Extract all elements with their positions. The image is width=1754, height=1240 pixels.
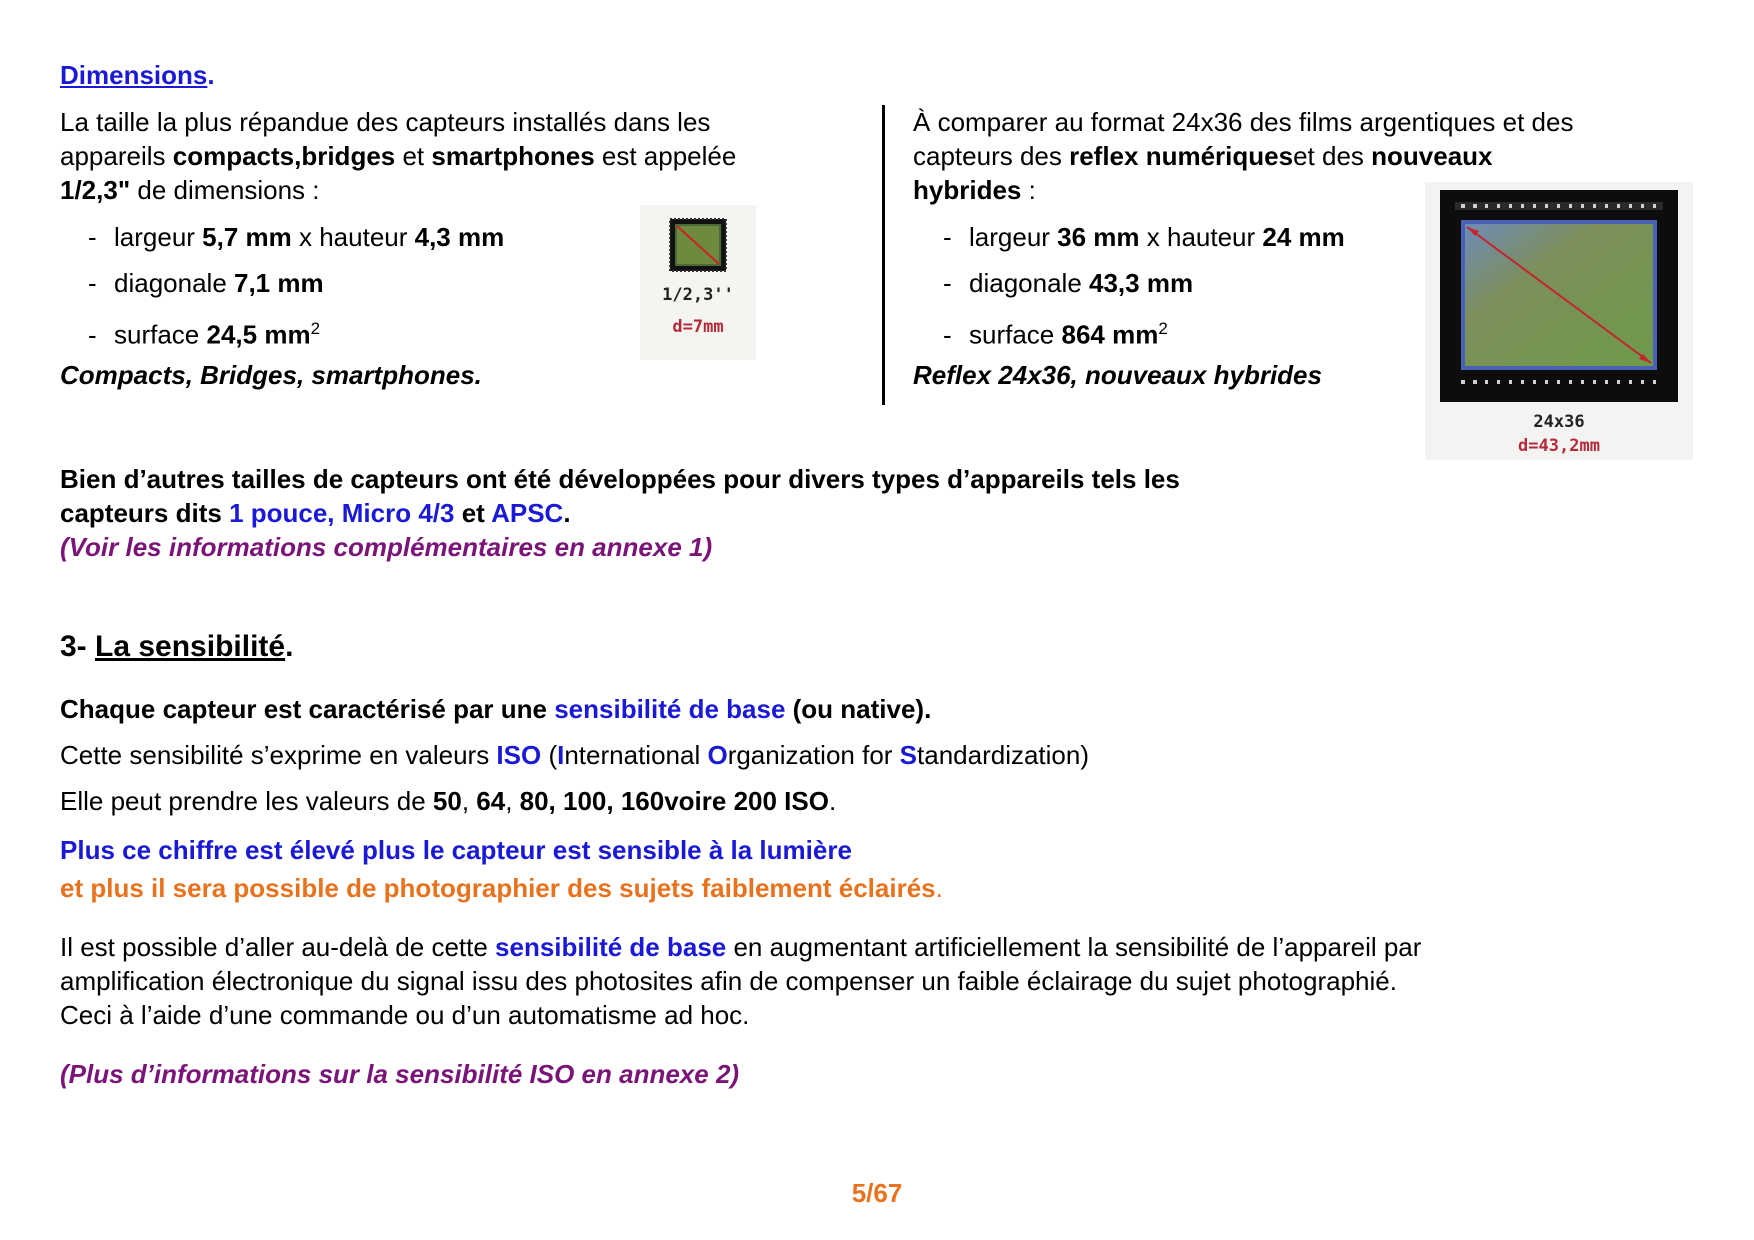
annex-2-note: (Plus d’informations sur la sensibilité ISO en annexe 2) (60, 1059, 740, 1089)
base-sensitivity-text: sensibilité de base (495, 932, 727, 962)
text: diagonale (114, 268, 234, 298)
text: ( (541, 740, 558, 770)
bullet-dash: - (88, 222, 97, 252)
text: capteurs des (913, 141, 1070, 171)
text: , (461, 786, 477, 816)
text: tandardization) (917, 740, 1090, 770)
bullet-dash: - (943, 319, 952, 350)
section-3-p6-line-1 (60, 930, 1421, 964)
iso-text: ISO (496, 740, 542, 770)
text: . (285, 630, 294, 663)
left-intro-line-1: La taille la plus répandue des capteurs installés dans les (60, 107, 711, 137)
bullet-dash: - (943, 268, 952, 298)
text-orange: et plus il sera possible de photographier des sujets faiblement éclairés (60, 873, 936, 903)
text: nternational (564, 740, 708, 770)
text: . (563, 498, 571, 528)
large-sensor-label: 24x36 (1533, 412, 1585, 432)
small-sensor-image (640, 205, 756, 360)
superscript: 2 (310, 319, 321, 338)
small-sensor-diagonal-label: d=7mm (672, 317, 724, 337)
text-bold: 864 mm (1061, 319, 1159, 350)
text: et (395, 141, 432, 171)
text-bold: 43,3 mm (1089, 268, 1194, 298)
text: rganization for (727, 740, 900, 770)
section-3-heading (60, 630, 293, 664)
right-bullet-surface (943, 312, 1168, 352)
text: de dimensions : (130, 175, 320, 205)
large-sensor-diagonal-label: d=43,2mm (1518, 436, 1600, 456)
left-caption: Compacts, Bridges, smartphones. (60, 360, 482, 390)
text: en augmentant artificiellement la sensibilité de l’appareil par (726, 932, 1422, 962)
section-3-p2 (60, 738, 1089, 772)
section-3-p4: Plus ce chiffre est élevé plus le capteur est sensible à la lumière (60, 835, 852, 865)
section-title: La sensibilité (95, 630, 286, 663)
bullet-dash: - (88, 268, 97, 298)
text-bold: 36 mm (1057, 222, 1140, 252)
text-bold: 24,5 mm (206, 319, 311, 350)
text: . (935, 873, 943, 903)
text: surface (114, 319, 207, 350)
left-bullet-width (88, 220, 504, 254)
section-number: 3- (60, 630, 96, 663)
right-intro-line-2 (913, 139, 1493, 173)
text: diagonale (969, 268, 1089, 298)
apsc-text: APSC (491, 498, 564, 528)
text: et des (1293, 141, 1372, 171)
text: largeur (114, 222, 203, 252)
superscript: 2 (1158, 319, 1168, 338)
text: x hauteur (1139, 222, 1263, 252)
heading-dot: . (207, 60, 215, 90)
text-bold: 80, 100, 160voire 200 ISO (519, 786, 829, 816)
dimensions-link[interactable]: Dimensions (60, 60, 208, 90)
text-bold: 5,7 mm (202, 222, 292, 252)
sensor-types-text: 1 pouce, Micro 4/3 (229, 498, 455, 528)
text: : (1021, 175, 1036, 205)
section-3-p6-line-2: amplification électronique du signal issu des photosites afin de compenser un faible éclairage du sujet photographié. (60, 966, 1397, 996)
column-divider (882, 105, 885, 405)
dimensions-heading (60, 58, 215, 92)
right-bullet-width (943, 220, 1345, 254)
text-bold: hybrides (913, 175, 1022, 205)
text: est appelée (594, 141, 737, 171)
text-bold: 24 mm (1262, 222, 1345, 252)
text: Cette sensibilité s’exprime en valeurs (60, 740, 497, 770)
text-bold: 7,1 mm (234, 268, 324, 298)
text: , (505, 786, 520, 816)
text-bold: reflex numériques (1069, 141, 1294, 171)
text-bold: compacts,bridges (172, 141, 396, 171)
text: (ou native). (785, 694, 932, 724)
initial-letter: O (707, 740, 728, 770)
right-bullet-diagonal (943, 266, 1193, 300)
text: Elle peut prendre les valeurs de (60, 786, 433, 816)
section-3-p1 (60, 692, 931, 726)
other-sizes-line-1: Bien d’autres tailles de capteurs ont été développées pour divers types d’appareils tels les (60, 464, 1180, 494)
right-intro-line-1: À comparer au format 24x36 des films argentiques et des (913, 107, 1574, 137)
text: et (454, 498, 492, 528)
text: Il est possible d’aller au-delà de cette (60, 932, 496, 962)
section-3-p6-line-3: Ceci à l’aide d’une commande ou d’un automatisme ad hoc. (60, 1000, 750, 1030)
left-bullet-surface (88, 312, 320, 352)
right-intro-line-3 (913, 173, 1036, 207)
text-bold: 50 (432, 786, 462, 816)
text: x hauteur (291, 222, 415, 252)
text: appareils (60, 141, 173, 171)
small-sensor-label: 1/2,3'' (662, 285, 734, 305)
text-bold: 4,3 mm (414, 222, 505, 252)
text: Chaque capteur est caractérisé par une (60, 694, 555, 724)
text: largeur (969, 222, 1058, 252)
base-sensitivity-text: sensibilité de base (554, 694, 786, 724)
initial-letter: I (557, 740, 565, 770)
text-bold: 64 (476, 786, 506, 816)
text: . (828, 786, 837, 816)
large-sensor-image (1425, 182, 1693, 460)
text-bold: nouveaux (1371, 141, 1493, 171)
format-label: 1/2,3" (60, 175, 131, 205)
section-3-p3 (60, 784, 836, 818)
left-bullet-diagonal (88, 266, 324, 300)
text-bold: smartphones (431, 141, 595, 171)
page-number: 5/67 (851, 1178, 903, 1208)
bullet-dash: - (88, 319, 97, 350)
annex-1-note: (Voir les informations complémentaires en annexe 1) (60, 532, 713, 562)
text: capteurs dits (60, 498, 230, 528)
bullet-dash: - (943, 222, 952, 252)
left-intro-line-3 (60, 173, 319, 207)
right-caption: Reflex 24x36, nouveaux hybrides (913, 360, 1322, 390)
initial-letter: S (899, 740, 918, 770)
other-sizes-line-2 (60, 496, 571, 530)
section-3-p5 (60, 871, 943, 905)
text: surface (969, 319, 1062, 350)
left-intro-line-2 (60, 139, 736, 173)
